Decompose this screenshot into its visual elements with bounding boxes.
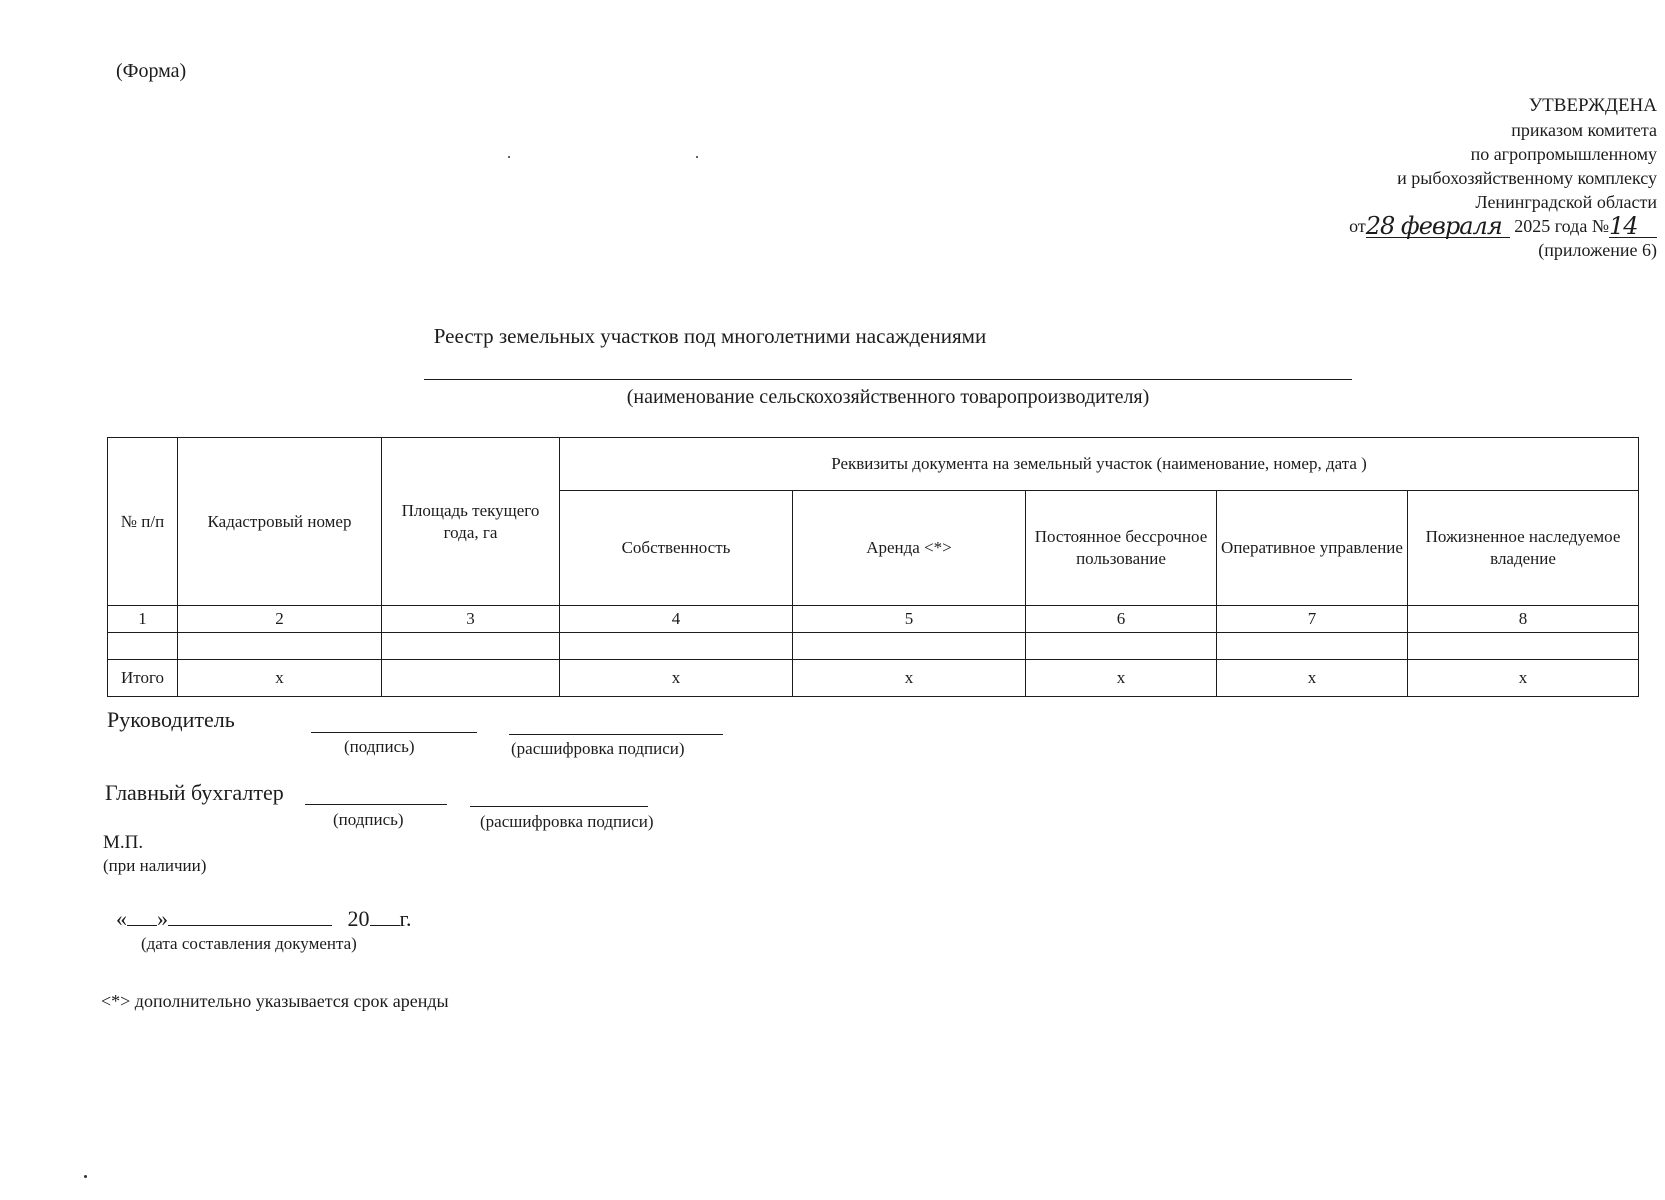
header-lease: Аренда <*> — [793, 491, 1026, 606]
accountant-signature-caption: (подпись) — [333, 810, 404, 829]
date-close-quote: » — [157, 906, 168, 931]
table-cell — [793, 633, 1026, 660]
column-number: 4 — [560, 606, 793, 633]
registry-table — [107, 437, 1639, 697]
total-label: Итого — [108, 660, 178, 697]
table-cell — [1408, 633, 1639, 660]
table-row — [108, 633, 1639, 660]
handwritten-date: 28 февраля — [1366, 215, 1510, 238]
date-month-line — [168, 907, 332, 926]
header-ownership: Собственность — [560, 491, 793, 606]
scan-speck — [84, 1175, 87, 1178]
scan-speck — [508, 156, 510, 158]
approval-line-3: и рыбохозяйственному комплексу — [1397, 168, 1657, 188]
date-day-line — [127, 907, 157, 926]
producer-name-line — [424, 379, 1352, 380]
head-decode-caption: (расшифровка подписи) — [511, 739, 685, 758]
form-label: (Форма) — [116, 60, 187, 82]
head-decode-line — [509, 734, 723, 735]
column-number: 7 — [1217, 606, 1408, 633]
column-number: 3 — [382, 606, 560, 633]
document-title: Реестр земельных участков под многолетними насаждениями — [433, 324, 987, 348]
date-year-line — [370, 907, 400, 926]
total-cell: х — [793, 660, 1026, 697]
header-area: Площадь текущего года, га — [382, 438, 560, 606]
date-caption: (дата составления документа) — [141, 934, 357, 953]
approval-year-text: 2025 года № — [1514, 216, 1609, 236]
header-requisites: Реквизиты документа на земельный участок (наименование, номер, дата ) — [560, 438, 1639, 491]
total-cell: х — [1217, 660, 1408, 697]
date-year-prefix: 20 — [347, 906, 370, 931]
date-suffix: г. — [399, 906, 412, 931]
total-cell: х — [1026, 660, 1217, 697]
approval-from-prefix: от — [1349, 216, 1366, 236]
head-signature-label: Руководитель — [107, 707, 235, 732]
stamp-place-label: М.П. — [103, 832, 144, 853]
total-row — [108, 660, 1639, 697]
head-signature-caption: (подпись) — [344, 737, 415, 756]
total-cell: х — [560, 660, 793, 697]
column-number: 6 — [1026, 606, 1217, 633]
table-header-row — [108, 438, 1639, 491]
head-signature-line — [311, 732, 477, 733]
header-cadastral: Кадастровый номер — [178, 438, 382, 606]
header-operational: Оперативное управление — [1217, 491, 1408, 606]
header-lifetime: Пожизненное наследуемое владение — [1408, 491, 1639, 606]
total-cell — [382, 660, 560, 697]
approval-line-4: Ленинградской области — [1475, 192, 1657, 212]
table-cell — [108, 633, 178, 660]
approval-appendix: (приложение 6) — [1538, 240, 1657, 260]
column-number: 2 — [178, 606, 382, 633]
approval-date-row — [1349, 214, 1657, 238]
header-permanent: Постоянное бессрочное пользование — [1026, 491, 1217, 606]
table-cell — [1026, 633, 1217, 660]
table-cell — [1217, 633, 1408, 660]
document-date-row — [116, 906, 412, 932]
column-number: 1 — [108, 606, 178, 633]
column-number: 5 — [793, 606, 1026, 633]
column-number: 8 — [1408, 606, 1639, 633]
stamp-place-note: (при наличии) — [103, 856, 207, 875]
total-cell: х — [1408, 660, 1639, 697]
handwritten-number: 14 — [1609, 215, 1657, 238]
column-number-row — [108, 606, 1639, 633]
lease-footnote: <*> дополнительно указывается срок аренды — [101, 991, 449, 1011]
producer-name-caption: (наименование сельскохозяйственного товаропроизводителя) — [626, 386, 1150, 408]
approval-line-1: приказом комитета — [1511, 120, 1657, 140]
accountant-decode-line — [470, 806, 648, 807]
table-cell — [178, 633, 382, 660]
approval-head: УТВЕРЖДЕНА — [1528, 95, 1657, 116]
scan-speck — [696, 156, 698, 158]
header-num: № п/п — [108, 438, 178, 606]
approval-line-2: по агропромышленному — [1470, 144, 1657, 164]
total-cell: х — [178, 660, 382, 697]
accountant-signature-label: Главный бухгалтер — [105, 780, 284, 805]
table-cell — [382, 633, 560, 660]
table-cell — [560, 633, 793, 660]
date-open-quote: « — [116, 906, 127, 931]
accountant-decode-caption: (расшифровка подписи) — [480, 812, 654, 831]
accountant-signature-line — [305, 804, 447, 805]
approval-stamp-block — [1349, 94, 1657, 262]
